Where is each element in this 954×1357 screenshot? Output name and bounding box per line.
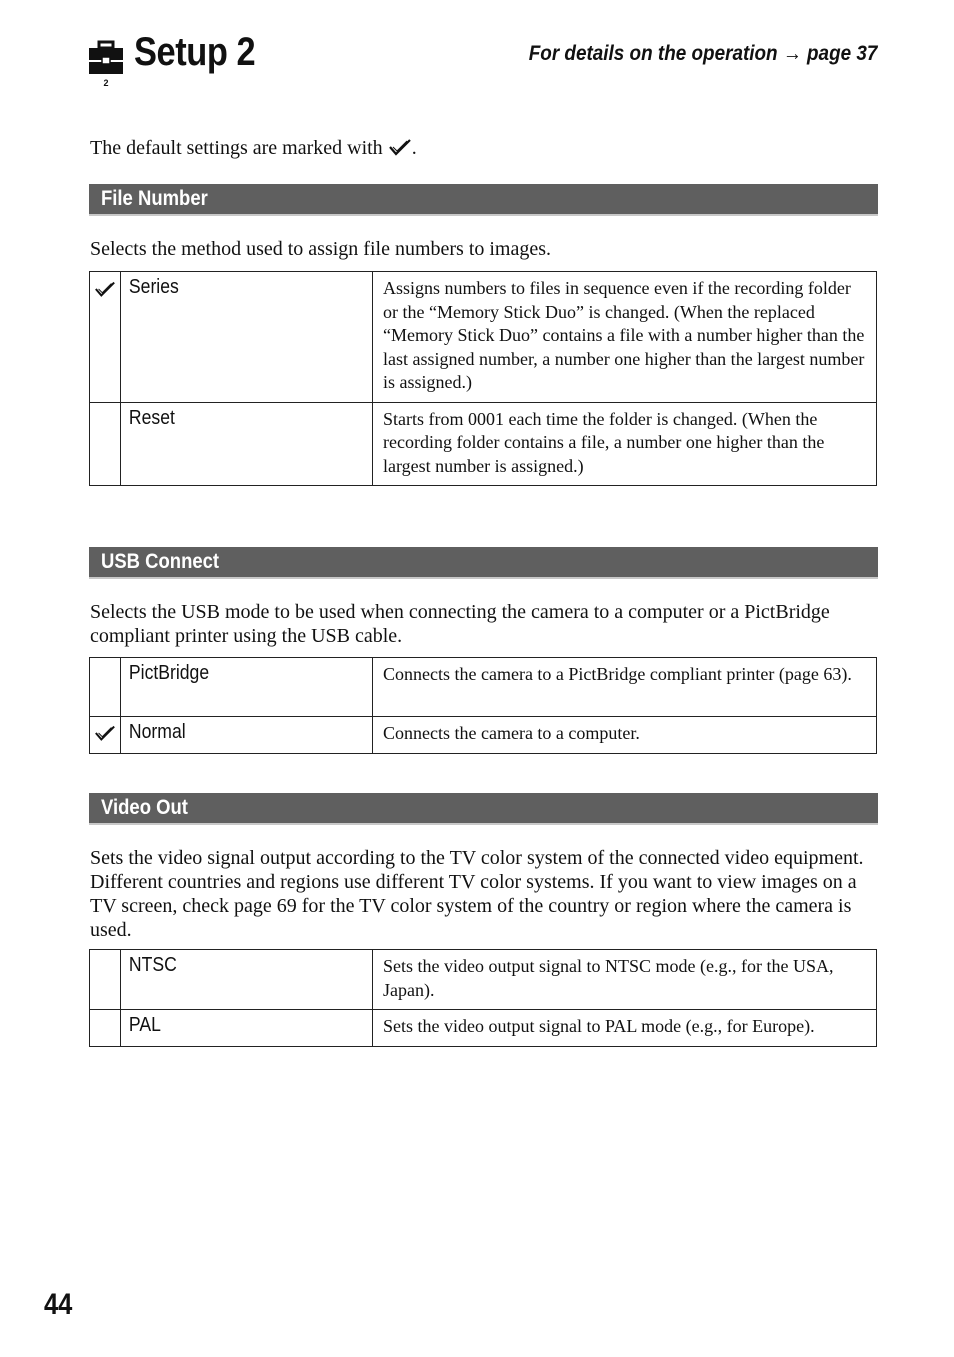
table-row	[90, 402, 877, 486]
default-marker-cell	[90, 717, 121, 754]
default-settings-text: The default settings are marked with	[90, 137, 383, 159]
option-name: Normal	[128, 721, 186, 743]
option-description-cell	[373, 1010, 877, 1047]
option-description-cell	[373, 402, 877, 486]
section-title: File Number	[101, 187, 208, 210]
page-number: 44	[44, 1288, 73, 1321]
option-description: Connects the camera to a PictBridge compliant printer (page 63).	[383, 664, 852, 684]
option-name: Series	[128, 276, 179, 298]
option-name: Reset	[128, 406, 175, 429]
option-name-cell	[121, 272, 373, 403]
page-title: Setup 2	[134, 30, 256, 74]
section-title: USB Connect	[101, 550, 220, 573]
section-file-number-header	[89, 184, 878, 216]
option-name: PAL	[128, 1014, 161, 1036]
file-number-options-table	[89, 271, 877, 486]
default-marker-cell	[90, 1010, 121, 1047]
option-description-cell	[373, 950, 877, 1010]
section-file-number-description: Selects the method used to assign file numbers to images.	[90, 238, 552, 260]
option-name: PictBridge	[128, 662, 210, 684]
table-row	[90, 1010, 877, 1047]
option-description: Sets the video output signal to PAL mode (e.g., for Europe).	[383, 1016, 815, 1036]
option-name-cell	[121, 658, 373, 717]
option-name-cell	[121, 402, 373, 486]
option-name: NTSC	[128, 954, 177, 976]
option-description-cell	[373, 658, 877, 717]
video-out-options-table	[89, 949, 877, 1047]
table-row	[90, 950, 877, 1010]
option-description: Assigns numbers to files in sequence even if the recording folder or the “Memory Stick Duo” is changed. (When the replaced “Memory Stick Duo” contains a file with a number higher than the last assigned number, a number one higher than the largest number is assigned.)	[383, 278, 865, 392]
section-title: Video Out	[101, 796, 188, 819]
table-row	[90, 717, 877, 754]
table-row	[90, 272, 877, 403]
section-video-out-header	[89, 793, 878, 825]
option-description: Sets the video output signal to NTSC mode (e.g., for the USA, Japan).	[383, 956, 834, 1000]
setup-icon-number: 2	[103, 78, 109, 88]
default-marker-cell	[90, 402, 121, 486]
default-marker-cell	[90, 658, 121, 717]
table-row	[90, 658, 877, 717]
option-name-cell	[121, 717, 373, 754]
section-usb-connect-description: Selects the USB mode to be used when connecting the camera to a computer or a PictBridge compliant printer using the USB cable.	[90, 601, 830, 647]
section-usb-connect-header	[89, 547, 878, 579]
usb-connect-options-table	[89, 657, 877, 754]
default-settings-end: .	[411, 137, 417, 159]
option-description: Connects the camera to a computer.	[383, 723, 640, 743]
option-description-cell	[373, 717, 877, 754]
default-marker-cell	[90, 272, 121, 403]
setup-toolbox-icon	[88, 40, 126, 88]
option-name-cell	[121, 1010, 373, 1047]
check-mark-icon	[388, 137, 412, 157]
default-marker-cell	[90, 950, 121, 1010]
operation-reference: For details on the operation → page 37	[528, 42, 877, 65]
option-description-cell	[373, 272, 877, 403]
option-name-cell	[121, 950, 373, 1010]
check-mark-icon	[94, 722, 116, 744]
section-video-out-description: Sets the video signal output according to the TV color system of the connected video equipment. Different countries and regions use different TV color systems. If you want to view images on a TV screen, check page 69 for the TV color system of the country or region where the camera is used.	[90, 847, 864, 941]
default-settings-note	[90, 136, 417, 160]
option-description: Starts from 0001 each time the folder is changed. (When the recording folder contains a file, a number one higher than the largest number is assigned.)	[383, 408, 825, 476]
check-mark-icon	[94, 278, 116, 300]
